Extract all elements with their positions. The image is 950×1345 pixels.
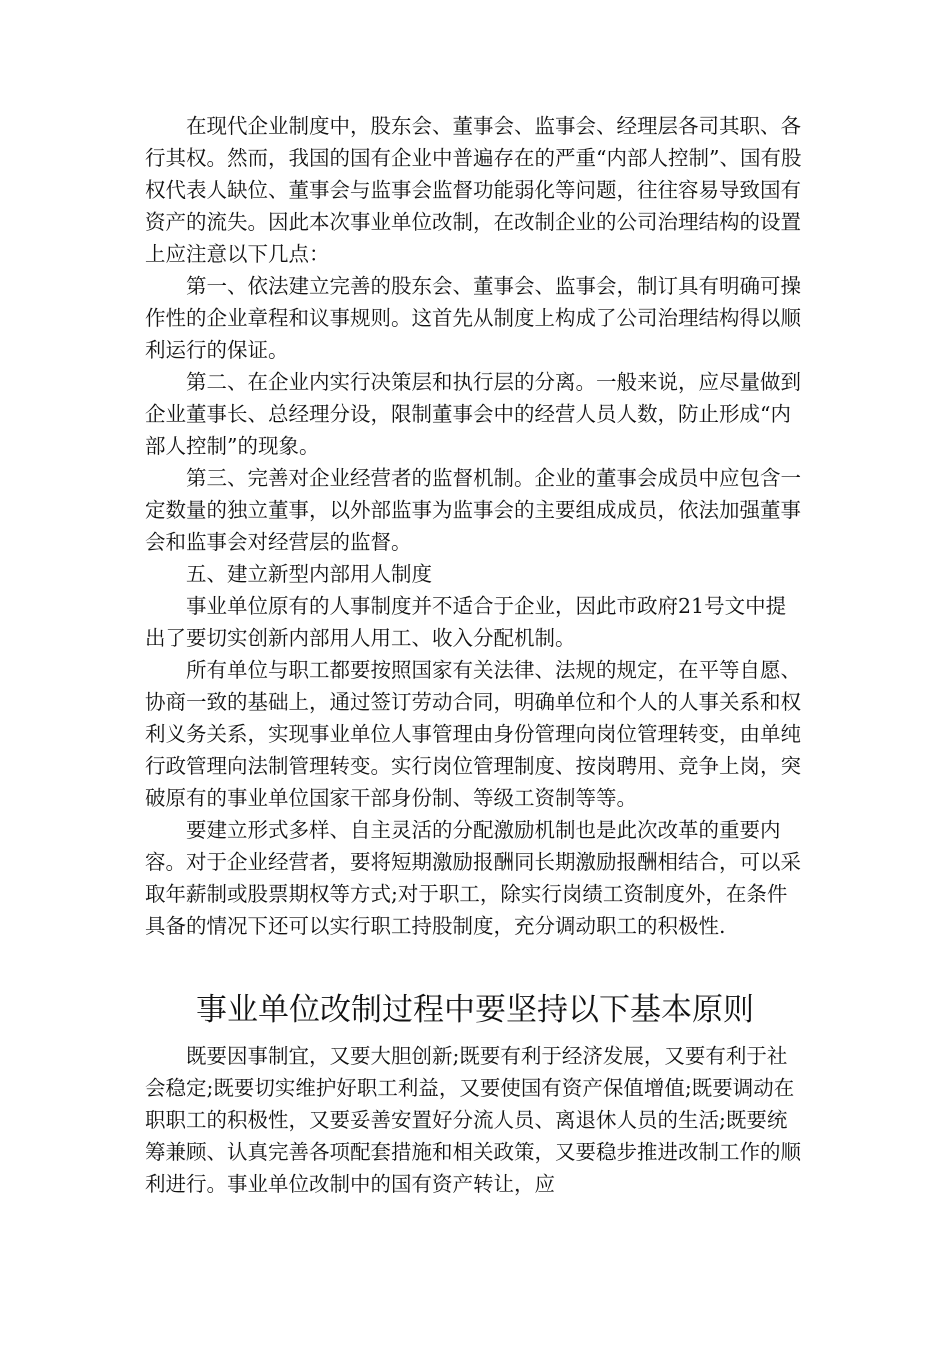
paragraph-point-three: 第三、完善对企业经营者的监督机制。企业的董事会成员中应包含一定数量的独立董事，以外部监事为监事会的主要组成成员，依法加强董事会和监事会对经营层的监督。: [145, 466, 801, 554]
subheading-employment-system: 五、建立新型内部用人制度: [186, 562, 432, 586]
paragraph-governance-intro: 在现代企业制度中，股东会、董事会、监事会、经理层各司其职、各行其权。然而，我国的国有企业中普遍存在的严重“内部人控制”、国有股权代表人缺位、董事会与监事会监督功能弱化等问题，往往容易导致国有资产的流失。因此本次事业单位改制，在改制企业的公司治理结构的设置上应注意以下几点：: [145, 114, 802, 266]
body-section-governance: [145, 110, 805, 942]
body-section-principles: [145, 1040, 805, 1200]
section-heading-principles: 事业单位改制过程中要坚持以下基本原则: [196, 992, 754, 1028]
paragraph-incentive-mechanism: 要建立形式多样、自主灵活的分配激励机制也是此次改革的重要内容。对于企业经营者，要将短期激励报酬同长期激励报酬相结合，可以采取年薪制或股票期权等方式;对于职工，除实行岗绩工资制度外，在条件具备的情况下还可以实行职工持股制度，充分调动职工的积极性.: [145, 818, 801, 938]
paragraph-principles: 既要因事制宜，又要大胆创新;既要有利于经济发展，又要有利于社会稳定;既要切实维护好职工利益，又要使国有资产保值增值;既要调动在职职工的积极性，又要妥善安置好分流人员、离退休人员的生活;既要统筹兼顾、认真完善各项配套措施和相关政策，又要稳步推进改制工作的顺利进行。事业单位改制中的国有资产转让，应: [145, 1044, 801, 1196]
paragraph-hr-system: 事业单位原有的人事制度并不适合于企业，因此市政府21号文中提出了要切实创新内部用人用工、收入分配机制。: [145, 594, 787, 650]
paragraph-point-two: 第二、在企业内实行决策层和执行层的分离。一般来说，应尽量做到企业董事长、总经理分设，限制董事会中的经营人员人数，防止形成“内部人控制”的现象。: [145, 370, 801, 458]
paragraph-point-one: 第一、依法建立完善的股东会、董事会、监事会，制订具有明确可操作性的企业章程和议事规则。这首先从制度上构成了公司治理结构得以顺利运行的保证。: [145, 274, 801, 362]
paragraph-labor-contract: 所有单位与职工都要按照国家有关法律、法规的规定，在平等自愿、协商一致的基础上，通过签订劳动合同，明确单位和个人的人事关系和权利义务关系，实现事业单位人事管理由身份管理向岗位管理转变，由单纯行政管理向法制管理转变。实行岗位管理制度、按岗聘用、竞争上岗，突破原有的事业单位国家干部身份制、等级工资制等等。: [145, 658, 801, 810]
